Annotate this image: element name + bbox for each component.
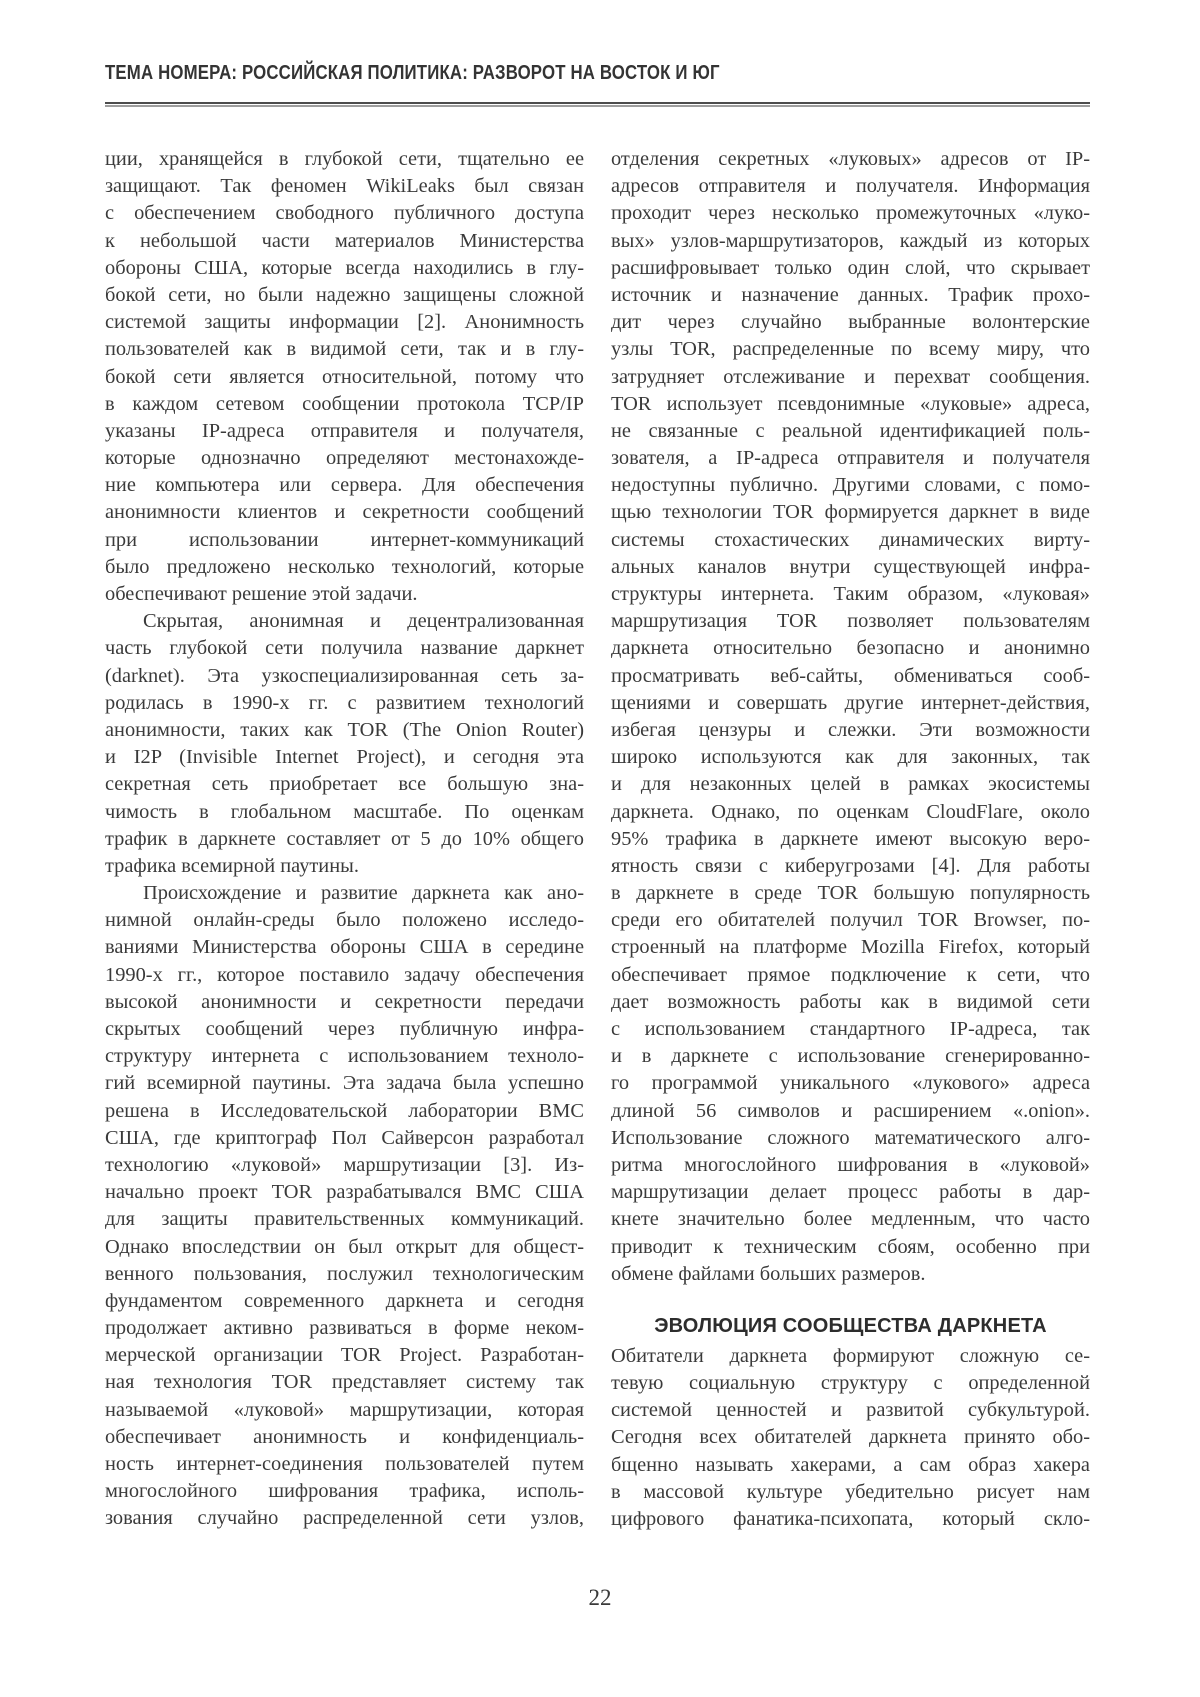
text-line: продолжает активно развиваться в форме неком- — [105, 1317, 584, 1340]
text-line: дит через случайно выбранные волонтерские — [611, 311, 1090, 334]
text-line: системой защиты информации [2]. Анонимность — [105, 311, 584, 334]
text-line: мерческой организации TOR Project. Разработан- — [105, 1344, 584, 1367]
text-line: ность интернет-соединения пользователей путем — [105, 1453, 584, 1475]
text-line: и в даркнете с использование сгенерированно- — [611, 1045, 1090, 1068]
text-line: с обеспечением свободного публичного доступа — [105, 202, 584, 225]
text-line: начально проект TOR разрабатывался ВМС США — [105, 1181, 584, 1204]
text-line: Сегодня всех обитателей даркнета принято обо- — [611, 1426, 1090, 1449]
text-line: маршрутизация TOR позволяет пользователям — [611, 610, 1090, 633]
text-line: при использовании интернет-коммуникаций — [105, 528, 584, 551]
text-line: проходит через несколько промежуточных «луко- — [611, 202, 1090, 225]
text-line: обороны США, которые всегда находились в глу- — [105, 256, 584, 279]
text-line: и I2P (Invisible Internet Project), и сегодня эта — [105, 746, 584, 769]
text-line: родилась в 1990-х гг. с развитием технологий — [105, 691, 584, 714]
text-line: затрудняет отслеживание и перехват сообщения. — [611, 365, 1090, 388]
text-line: технологию «луковой» маршрутизации [3]. Из- — [105, 1153, 584, 1176]
text-line: даркнета относительно безопасно и анонимно — [611, 637, 1090, 660]
text-line: альных каналов внутри существующей инфра- — [611, 555, 1090, 578]
header-rule — [105, 102, 1090, 107]
text-line: обмене файлами больших размеров. — [611, 1262, 926, 1285]
text-line: к небольшой части материалов Министерства — [105, 229, 584, 252]
text-line: Происхождение и развитие даркнета как ано- — [143, 882, 584, 905]
text-line: узлы TOR, распределенные по всему миру, что — [611, 338, 1090, 361]
text-line: многослойного шифрования трафика, исполь- — [105, 1480, 584, 1503]
text-line: системой ценностей и развитой субкультурой. — [611, 1399, 1090, 1422]
text-line: го программой уникального «лукового» адреса — [611, 1072, 1090, 1095]
text-line: анонимности, таких как TOR (The Onion Router) — [105, 718, 584, 741]
running-head: ТЕМА НОМЕРА: РОССИЙСКАЯ ПОЛИТИКА: РАЗВОРОТ НА ВОСТОК И ЮГ — [105, 62, 720, 84]
text-line: нимной онлайн-среды было положено исследо- — [105, 909, 584, 932]
text-line: приводит к техническим сбоям, особенно при — [611, 1235, 1090, 1258]
text-line: вых» узлов-маршрутизаторов, каждый из которых — [611, 229, 1090, 252]
text-line: структуру интернета с использованием техноло- — [105, 1045, 584, 1068]
text-line: Однако впоследствии он был открыт для общест- — [105, 1235, 584, 1258]
text-line: Обитатели даркнета формируют сложную се- — [611, 1344, 1090, 1367]
text-line: фундаментом современного даркнета и сегодня — [105, 1289, 584, 1312]
text-line: TOR использует псевдонимные «луковые» адреса, — [611, 392, 1090, 415]
text-line: защищают. Так феномен WikiLeaks был связан — [105, 175, 584, 198]
text-line: ная технология TOR представляет систему так — [105, 1371, 584, 1394]
text-line: бокой сети является относительной, потому что — [105, 365, 584, 388]
text-line: анонимности клиентов и секретности сообщений — [105, 501, 584, 524]
text-line: отделения секретных «луковых» адресов от IP- — [611, 148, 1090, 170]
text-line: маршрутизации делает процесс работы в дар- — [611, 1181, 1090, 1204]
text-line: щениями и совершать другие интернет-действия, — [611, 691, 1090, 714]
text-line: системы стохастических динамических вирту- — [611, 528, 1090, 551]
text-line: указаны IP-адреса отправителя и получателя, — [105, 419, 584, 442]
text-column-left — [105, 146, 584, 1533]
text-line: тевую социальную структуру с определенной — [611, 1372, 1090, 1395]
text-line: источник и назначение данных. Трафик прохо- — [611, 283, 1090, 306]
text-line: с использованием стандартного IP-адреса, так — [611, 1018, 1090, 1040]
text-line: в каждом сетевом сообщении протокола TCP/IP — [105, 392, 584, 415]
text-line: было предложено несколько технологий, которые — [105, 555, 584, 578]
text-line: чимость в глобальном масштабе. По оценкам — [105, 800, 584, 823]
text-line: гий всемирной паутины. Эта задача была успешно — [105, 1072, 584, 1095]
text-line: в даркнете в среде TOR большую популярность — [611, 882, 1090, 905]
text-line: США, где криптограф Пол Сайверсон разработал — [105, 1126, 584, 1149]
text-line: расшифровывает только один слой, что скрывает — [611, 256, 1090, 279]
text-line: ции, хранящейся в глубокой сети, тщательно ее — [105, 148, 584, 170]
text-line: цифрового фанатика-психопата, который скло- — [611, 1508, 1090, 1530]
text-line: (darknet). Эта узкоспециализированная сеть за- — [105, 664, 584, 687]
text-line: решена в Исследовательской лаборатории ВМС — [105, 1099, 584, 1122]
text-line: ваниями Министерства обороны США в середине — [105, 936, 584, 959]
text-line: недоступны публично. Другими словами, с помо- — [611, 474, 1090, 497]
text-column-right — [611, 146, 1090, 1533]
text-line: адресов отправителя и получателя. Информация — [611, 175, 1090, 198]
text-line: трафик в даркнете составляет от 5 до 10% общего — [105, 827, 584, 850]
text-line: которые однозначно определяют местонахожде- — [105, 447, 584, 470]
text-line: обеспечивают решение этой задачи. — [105, 583, 418, 605]
text-line: ритма многослойного шифрования в «луковой» — [611, 1153, 1090, 1176]
text-line: 1990-х гг., которое поставило задачу обеспечения — [105, 963, 584, 986]
text-line: обеспечивает прямое подключение к сети, что — [611, 963, 1090, 986]
text-line: Использование сложного математического алго- — [611, 1126, 1090, 1149]
text-line: бщенно называть хакерами, а сам образ хакера — [611, 1453, 1090, 1476]
text-line: для защиты правительственных коммуникаций. — [105, 1208, 584, 1231]
text-line: дает возможность работы как в видимой сети — [611, 990, 1090, 1013]
text-line: ние компьютера или сервера. Для обеспечения — [105, 474, 584, 497]
text-line: в массовой культуре убедительно рисует нам — [611, 1480, 1090, 1503]
text-line: избегая цензуры и слежки. Эти возможности — [611, 718, 1090, 741]
text-line: длиной 56 символов и расширением «.onion». — [611, 1099, 1090, 1122]
text-line: структуры интернета. Таким образом, «луковая» — [611, 583, 1090, 605]
text-line: пользователей как в видимой сети, так и в глу- — [105, 338, 584, 361]
text-line: строенный на платформе Mozilla Firefox, который — [611, 936, 1090, 959]
text-line: Скрытая, анонимная и децентрализованная — [143, 610, 584, 633]
text-line: венного пользования, послужил технологическим — [105, 1262, 584, 1285]
text-line: среди его обитателей получил TOR Browser, по- — [611, 909, 1090, 932]
text-line: даркнета. Однако, по оценкам CloudFlare, около — [611, 800, 1090, 823]
text-line: скрытых сообщений через публичную инфра- — [105, 1018, 584, 1040]
text-columns — [105, 146, 1090, 1533]
text-line: просматривать веб-сайты, обмениваться сооб- — [611, 664, 1090, 687]
text-line: бокой сети, но были надежно защищены сложной — [105, 283, 584, 306]
text-line: щью технологии TOR формируется даркнет в виде — [611, 501, 1090, 524]
text-line: называемой «луковой» маршрутизации, которая — [105, 1398, 584, 1421]
text-line: зования случайно распределенной сети узлов, — [105, 1507, 584, 1530]
text-line: высокой анонимности и секретности передачи — [105, 990, 584, 1013]
text-line: 95% трафика в даркнете имеют высокую веро- — [611, 827, 1090, 850]
text-line: кнете значительно более медленным, что часто — [611, 1208, 1090, 1231]
text-line: трафика всемирной паутины. — [105, 854, 359, 877]
page-number: 22 — [588, 1585, 612, 1610]
text-line: ятность связи с киберугрозами [4]. Для работы — [611, 854, 1090, 877]
text-line: широко используются как для законных, так — [611, 746, 1090, 769]
text-line: и для незаконных целей в рамках экосистемы — [611, 773, 1090, 796]
text-line: зователя, а IP-адреса отправителя и получателя — [611, 447, 1090, 470]
text-line: секретная сеть приобретает все большую зна- — [105, 773, 584, 796]
section-heading: ЭВОЛЮЦИЯ СООБЩЕСТВА ДАРКНЕТА — [654, 1314, 1047, 1337]
text-line: часть глубокой сети получила название даркнет — [105, 637, 584, 660]
text-line: обеспечивает анонимность и конфиденциаль- — [105, 1425, 584, 1448]
text-line: не связанные с реальной идентификацией поль- — [611, 419, 1090, 442]
